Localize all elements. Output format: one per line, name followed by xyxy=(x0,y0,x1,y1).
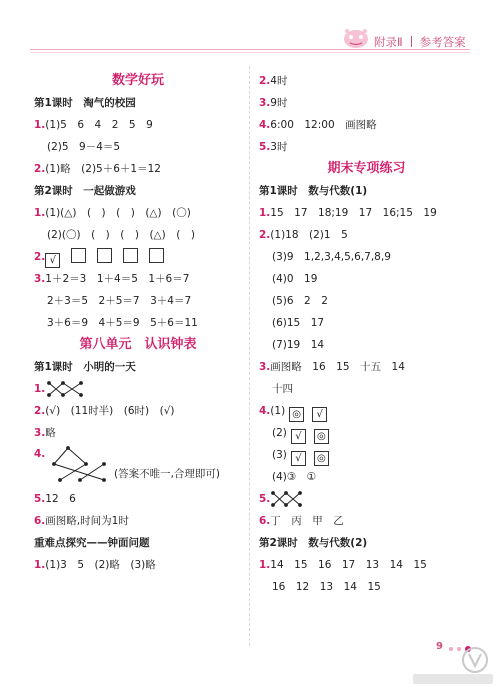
answer-text: 4时 xyxy=(270,75,288,87)
answer-text: 9时 xyxy=(270,97,288,109)
left-column xyxy=(34,70,242,576)
check-box: √ xyxy=(291,429,306,444)
q-num: 2. xyxy=(34,405,46,417)
q-num: 1. xyxy=(259,559,271,571)
empty-box xyxy=(149,248,164,263)
answer-text: (1)3 5 (2)略 (3)略 xyxy=(45,559,156,571)
q-num: 5. xyxy=(259,141,271,153)
answer-text: (3)9 1,2,3,4,5,6,7,8,9 xyxy=(272,251,391,263)
q-num: 4. xyxy=(34,448,46,460)
header xyxy=(374,34,466,50)
header-divider xyxy=(30,49,470,50)
q-num: 2. xyxy=(259,229,271,241)
answer-text: 6:00 12:00 画图略 xyxy=(270,119,377,131)
check-box: √ xyxy=(291,451,306,466)
lesson-title: 第1课时 淘气的校园 xyxy=(34,97,136,109)
answer-text: (3) xyxy=(272,449,287,461)
circle-box: ◎ xyxy=(289,407,304,422)
answer-text: (1) xyxy=(270,405,286,417)
answer-text: 十四 xyxy=(272,383,293,395)
q-num: 2. xyxy=(34,163,46,175)
q-num: 1. xyxy=(34,207,46,219)
q-num: 1. xyxy=(34,119,46,131)
answer-text: 2＋3＝5 2＋5＝7 3＋4＝7 xyxy=(47,295,192,307)
section-title-unit8: 第八单元 认识钟表 xyxy=(79,337,197,352)
empty-box xyxy=(71,248,86,263)
circle-box: ◎ xyxy=(314,451,329,466)
circle-box: ◎ xyxy=(314,429,329,444)
mascot-logo xyxy=(342,27,370,49)
answer-text: 15 17 18;19 17 16;15 19 xyxy=(270,207,437,219)
q-num: 3. xyxy=(259,97,271,109)
column-divider xyxy=(249,66,250,646)
watermark-logo xyxy=(405,644,497,688)
answer-text: (√) (11时半) (6时) (√) xyxy=(45,405,175,417)
check-box: √ xyxy=(312,407,327,422)
answer-text: (2)(〇) ( ) ( ) (△) ( ) xyxy=(47,229,195,241)
lesson-title: 第1课时 数与代数(1) xyxy=(259,185,368,197)
answer-text: (7)19 14 xyxy=(272,339,325,351)
answer-text: 画图略 16 15 十五 14 xyxy=(270,361,405,373)
q-num: 3. xyxy=(34,427,46,439)
answer-text: 3＋6＝9 4＋5＝9 5＋6＝11 xyxy=(47,317,198,329)
section-title-math-fun: 数学好玩 xyxy=(111,73,164,88)
answer-text: 画图略,时间为1时 xyxy=(45,515,129,527)
answer-note: (答案不唯一,合理即可) xyxy=(114,468,221,480)
answer-text: 3时 xyxy=(270,141,288,153)
answer-text: 14 15 16 17 13 14 15 xyxy=(270,559,427,571)
answer-text: 略 xyxy=(45,427,56,439)
q-num: 6. xyxy=(34,515,46,527)
section-title-final-review: 期末专项练习 xyxy=(327,161,406,176)
header-appendix: 附录Ⅱ xyxy=(374,35,403,49)
q-num: 1. xyxy=(34,559,46,571)
matching-lines-icon xyxy=(46,444,112,484)
q-num: 6. xyxy=(259,515,271,527)
q-num: 4. xyxy=(259,405,271,417)
q-num: 3. xyxy=(34,273,46,285)
answer-text: (1)18 (2)1 5 xyxy=(270,229,348,241)
answer-text: (1)5 6 4 2 5 9 xyxy=(45,119,153,131)
answer-text: (1)略 (2)5＋6＋1＝12 xyxy=(45,163,161,175)
matching-lines-icon xyxy=(270,490,304,508)
header-answers: 参考答案 xyxy=(419,35,466,49)
answer-text: (5)6 2 2 xyxy=(272,295,328,307)
lesson-title: 重难点探究——钟面问题 xyxy=(34,537,150,549)
matching-lines-icon xyxy=(45,380,93,398)
lesson-title: 第1课时 小明的一天 xyxy=(34,361,136,373)
check-box: √ xyxy=(45,253,60,268)
answer-text: 丁 丙 甲 乙 xyxy=(270,515,344,527)
empty-box xyxy=(123,248,138,263)
header-divider-secondary xyxy=(30,52,470,53)
q-num: 5. xyxy=(34,493,46,505)
answer-text: (4)0 19 xyxy=(272,273,318,285)
answer-text: (2)5 9－4＝5 xyxy=(47,141,121,153)
answer-text: (2) xyxy=(272,427,287,439)
right-column xyxy=(259,70,474,598)
lesson-title: 第2课时 数与代数(2) xyxy=(259,537,368,549)
empty-box xyxy=(97,248,112,263)
q-num: 1. xyxy=(259,207,271,219)
lesson-title: 第2课时 一起做游戏 xyxy=(34,185,136,197)
q-num: 4. xyxy=(259,119,271,131)
answer-text: 1＋2＝3 1＋4＝5 1＋6＝7 xyxy=(45,273,190,285)
answer-text: (1)(△) ( ) ( ) (△) (〇) xyxy=(45,207,191,219)
answer-text: (6)15 17 xyxy=(272,317,325,329)
page-number: 9 xyxy=(436,641,443,652)
q-num: 1. xyxy=(34,383,46,395)
answer-text: 16 12 13 14 15 xyxy=(272,581,381,593)
answer-text: (4)③ ① xyxy=(272,471,317,483)
q-num: 5. xyxy=(259,493,271,505)
q-num: 2. xyxy=(259,75,271,87)
q-num: 3. xyxy=(259,361,271,373)
answer-text: 12 6 xyxy=(45,493,76,505)
q-num: 2. xyxy=(34,251,46,263)
